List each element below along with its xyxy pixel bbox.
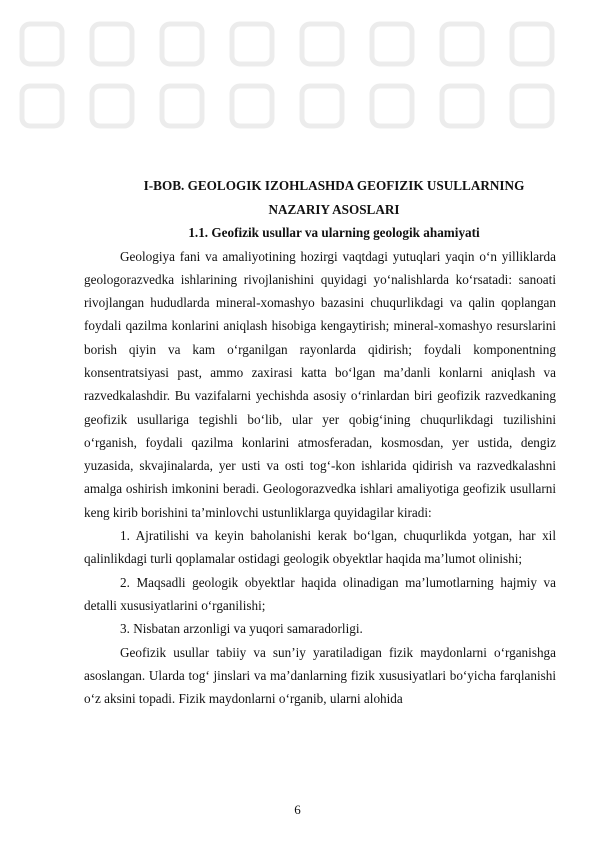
list-item-3: 3. Nisbatan arzonligi va yuqori samaradorligi. <box>120 621 363 637</box>
page-content <box>84 174 556 710</box>
section-title: 1.1. Geofizik usullar va ularning geologik ahamiyati <box>188 225 480 240</box>
paragraph-intro: Geologiya fani va amaliyotining hozirgi vaqtdagi yutuqlari yaqin o‘n yilliklarda geologorazvedka ishlarining rivojlanishini quyidagi yo‘nalishlarda ko‘rsatadi: sanoati rivojlangan hududlarda mineral-xomashyo bazasini chuqurlikdagi va qalin qoplangan foydali qazilma konlarini aniqlash hisobiga kengaytirish; mineral-xomashyo resurslarini borish qiyin va kam o‘rganilgan rayonlarda qidirish; foydali komponentning konsentratsiyasi past, ammo zaxirasi katta bo‘lgan ma’danli konlarni aniqlash va razvedkalashdir. Bu vazifalarni yechishda asosiy o‘rinlardan biri geofizik razvedkaning geofizik usullariga tegishli bo‘lib, ular yer qobig‘ining chuqurlikdagi tuzilishini o‘rganish, foydali qazilma konlarini atmosferadan, kosmosdan, yer ustida, dengiz yuzasida, skvajinalarda, yer usti va osti tog‘-kon ishlarida qidirish va razvedkalashni amalga oshirish imkonini beradi. Geologorazvedka ishlari amaliyotiga geofizik usullarni keng kirib borishini ta’minlovchi ustunliklarga quyidagilar kiradi: <box>84 248 556 520</box>
list-item-1: 1. Ajratilishi va keyin baholanishi kerak bo‘lgan, chuqurlikda yotgan, har xil qalinlikdagi turli qoplamalar ostidagi geologik obyektlar haqida ma’lumot olinishi; <box>84 528 556 567</box>
list-item-2: 2. Maqsadli geologik obyektlar haqida olinadigan ma’lumotlarning hajmiy va detalli xususiyatlarini o‘rganilishi; <box>84 574 556 613</box>
paragraph-geophysics: Geofizik usullar tabiiy va sun’iy yaratiladigan fizik maydonlarni o‘rganishga asoslangan. Ularda tog‘ jinslari va ma’danlarning fizik xususiyatlari bo‘yicha farqlanishi o‘z aksini topadi. Fizik maydonlarni o‘rganib, ularni alohida <box>84 644 556 707</box>
page-number: 6 <box>294 802 301 817</box>
chapter-title-line-2: NAZARIY ASOSLARI <box>268 201 400 217</box>
chapter-title <box>84 174 556 221</box>
chapter-title-line-1: I-BOB. GEOLOGIK IZOHLASHDA GEOFIZIK USULLARNING <box>143 178 525 193</box>
